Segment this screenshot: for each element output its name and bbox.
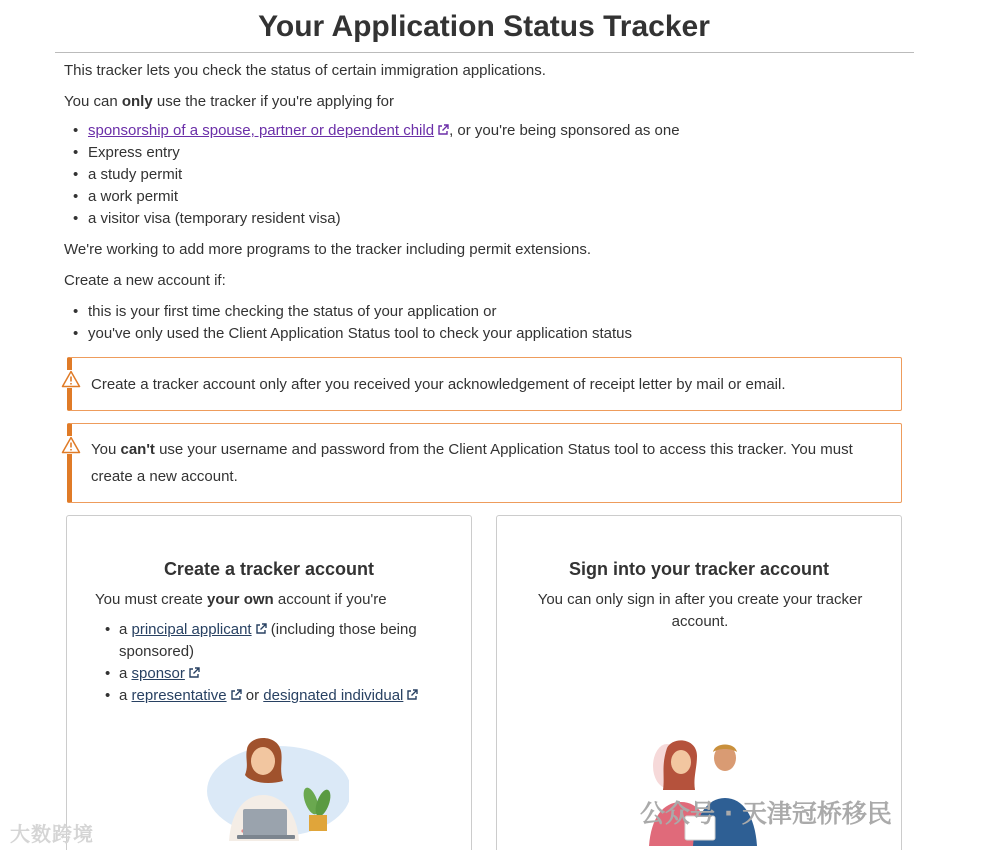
item-prefix: a bbox=[119, 687, 132, 704]
eligible-programs-list bbox=[64, 120, 680, 230]
warning-alert-receipt bbox=[67, 357, 902, 411]
create-account-description bbox=[95, 589, 455, 611]
item-suffix: (including those being sponsored) bbox=[119, 621, 417, 660]
page-title: Your Application Status Tracker bbox=[258, 10, 710, 43]
list-item bbox=[95, 663, 455, 685]
external-link-icon bbox=[406, 689, 418, 701]
desc-start: You must create bbox=[95, 591, 208, 608]
sign-in-heading: Sign into your tracker account bbox=[568, 559, 830, 579]
external-link-icon bbox=[188, 667, 200, 679]
sponsorship-link[interactable]: sponsorship of a spouse, partner or dependent child bbox=[88, 122, 435, 139]
create-account-heading: Create a tracker account bbox=[163, 559, 375, 579]
alert-text: Create a tracker account only after you received your acknowledgement of receipt letter by mail or email. bbox=[91, 376, 786, 393]
sponsor-link[interactable]: sponsor bbox=[131, 665, 185, 682]
account-types-list bbox=[95, 619, 455, 707]
item-mid: or bbox=[241, 687, 264, 704]
warning-icon bbox=[61, 436, 81, 454]
person-with-laptop-illustration bbox=[199, 731, 349, 841]
desc-end: account if you're bbox=[273, 591, 387, 608]
watermark-right: 公众号 · 天津冠桥移民 bbox=[640, 799, 892, 828]
list-item: • a study permit bbox=[64, 164, 680, 186]
working-text: We're working to add more programs to the tracker including permit extensions. bbox=[64, 241, 591, 258]
eligibility-text-start: You can bbox=[64, 93, 122, 110]
create-account-panel bbox=[66, 515, 472, 850]
desc-emphasis: your own bbox=[207, 591, 274, 608]
eligibility-text-end: use the tracker if you're applying for bbox=[152, 93, 395, 110]
list-item bbox=[95, 619, 455, 663]
item-prefix: a bbox=[119, 665, 132, 682]
list-item: • Express entry bbox=[64, 142, 680, 164]
external-link-icon bbox=[255, 623, 267, 635]
sponsorship-suffix: , or you're being sponsored as one bbox=[449, 122, 680, 139]
create-reasons-list bbox=[64, 301, 632, 345]
warning-alert-credentials bbox=[67, 423, 902, 503]
intro-text: This tracker lets you check the status of certain immigration applications. bbox=[64, 62, 546, 79]
alert-text-end: use your username and password from the Client Application Status tool to access this tracker. You must create a new account. bbox=[91, 441, 853, 485]
list-item: • this is your first time checking the status of your application or bbox=[64, 301, 632, 323]
item-prefix: a bbox=[119, 621, 132, 638]
eligibility-text bbox=[64, 91, 394, 113]
create-if-text: Create a new account if: bbox=[64, 272, 226, 289]
list-item: • a visitor visa (temporary resident visa) bbox=[64, 208, 680, 230]
warning-icon bbox=[61, 370, 81, 388]
list-item: • you've only used the Client Application Status tool to check your application status bbox=[64, 323, 632, 345]
watermark-left: 大数跨境 bbox=[10, 824, 94, 846]
external-link-icon bbox=[230, 689, 242, 701]
principal-applicant-link[interactable]: principal applicant bbox=[131, 621, 252, 638]
list-item bbox=[95, 685, 455, 707]
designated-individual-link[interactable]: designated individual bbox=[263, 687, 404, 704]
title-divider bbox=[55, 52, 914, 53]
representative-link[interactable]: representative bbox=[131, 687, 227, 704]
external-link-icon bbox=[437, 124, 449, 136]
list-item: • a work permit bbox=[64, 186, 680, 208]
list-item bbox=[64, 120, 680, 142]
alert-emphasis: can't bbox=[120, 441, 155, 458]
sign-in-description: You can only sign in after you create your tracker account. bbox=[537, 591, 863, 630]
eligibility-emphasis: only bbox=[121, 93, 153, 110]
alert-text-start: You bbox=[91, 441, 121, 458]
